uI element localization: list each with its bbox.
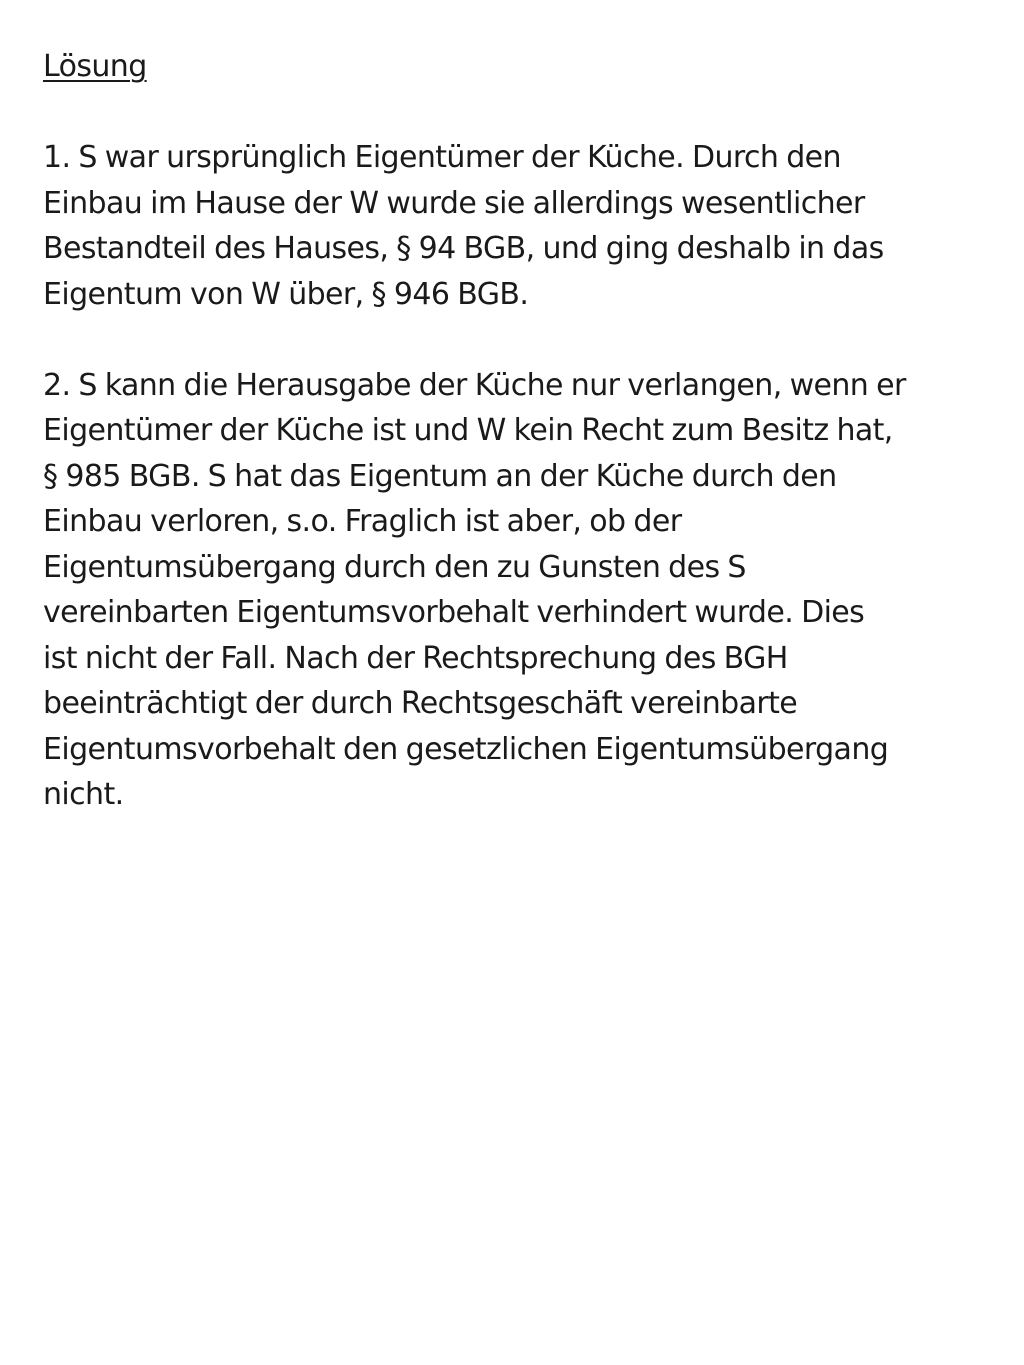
paragraph-2-line-8: beeinträchtigt der durch Rechtsgeschäft vereinbarte <box>43 686 798 721</box>
paragraph-1-line-3: Bestandteil des Hauses, § 94 BGB, und ging deshalb in das <box>43 231 884 266</box>
paragraph-1-line-2: Einbau im Hause der W wurde sie allerdings wesentlicher <box>43 185 865 221</box>
spacer <box>43 317 993 363</box>
paragraph-2-line-1: 2. S kann die Herausgabe der Küche nur verlangen, wenn er <box>43 367 906 403</box>
paragraph-2-line-6: vereinbarten Eigentumsvorbehalt verhindert wurde. Dies <box>43 595 865 630</box>
paragraph-1 <box>43 135 993 317</box>
paragraph-2-line-10: nicht. <box>43 777 124 812</box>
paragraph-2-line-7: ist nicht der Fall. Nach der Rechtsprechung des BGH <box>43 640 788 676</box>
spacer <box>43 90 993 136</box>
heading <box>43 44 993 90</box>
paragraph-2-line-2: Eigentümer der Küche ist und W kein Recht zum Besitz hat, <box>43 413 893 448</box>
paragraph-2-line-5: Eigentumsübergang durch den zu Gunsten des S <box>43 549 746 585</box>
paragraph-2 <box>43 363 993 818</box>
paragraph-1-line-1: 1. S war ursprünglich Eigentümer der Küche. Durch den <box>43 140 841 175</box>
slide-content <box>43 44 993 818</box>
paragraph-2-line-4: Einbau verloren, s.o. Fraglich ist aber, ob der <box>43 504 682 539</box>
heading-text: Lösung <box>43 49 147 84</box>
paragraph-2-line-3: § 985 BGB. S hat das Eigentum an der Küche durch den <box>43 458 837 494</box>
paragraph-1-line-4: Eigentum von W über, § 946 BGB. <box>43 276 529 312</box>
paragraph-2-line-9: Eigentumsvorbehalt den gesetzlichen Eigentumsübergang <box>43 731 889 767</box>
